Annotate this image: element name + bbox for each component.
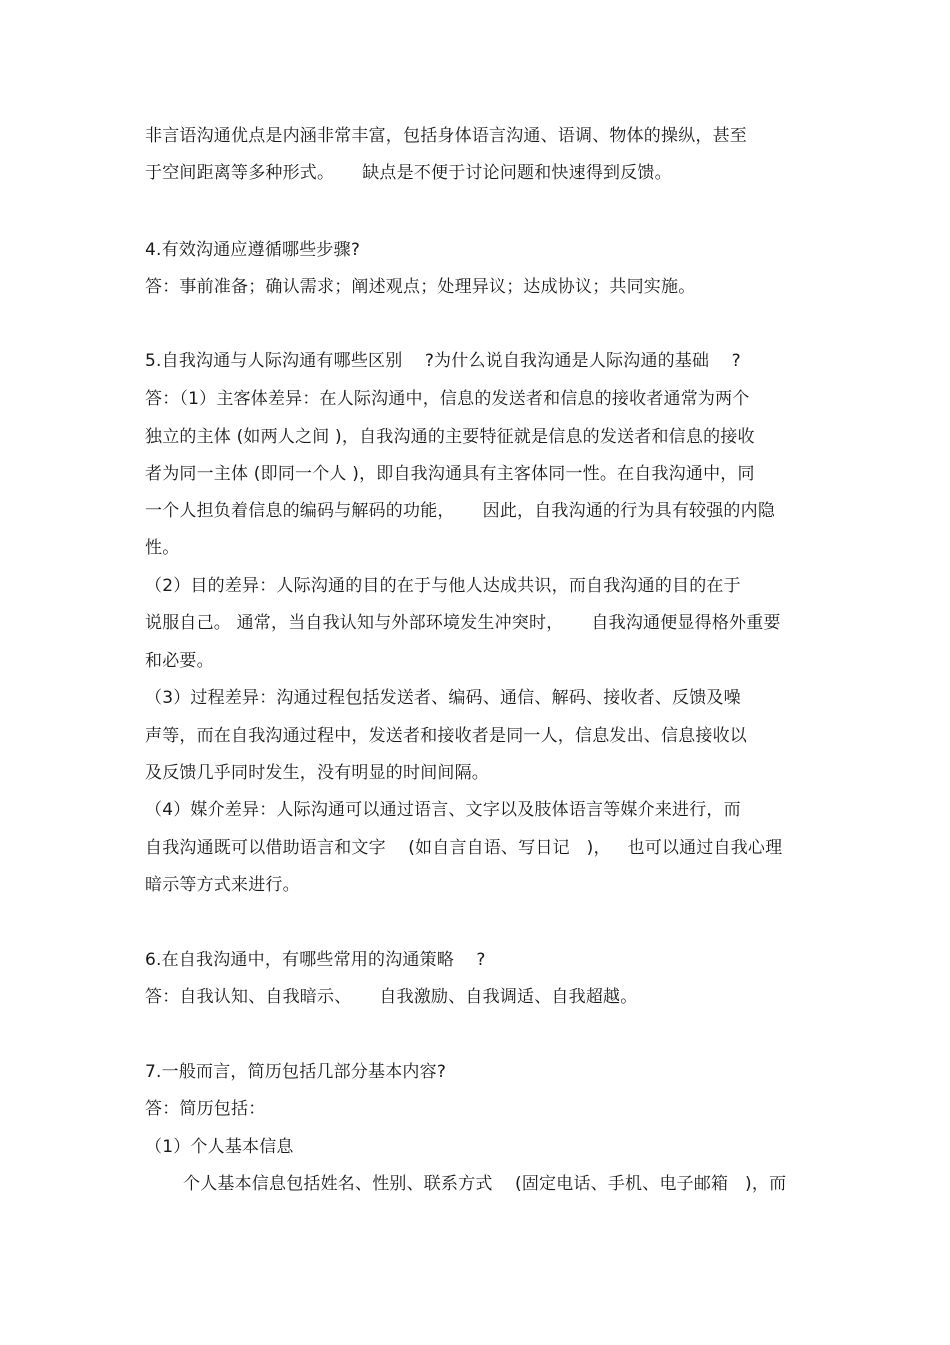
answer-line: 暗示等方式来进行。 <box>145 875 300 895</box>
answer-line: 自我沟通既可以借助语言和文字 (如自言自语、写日记 )， 也可以通过自我心理 <box>145 838 783 858</box>
answer-line: （1）个人基本信息 <box>145 1137 294 1157</box>
question-heading: 4.有效沟通应遵循哪些步骤? <box>145 240 361 260</box>
answer-line: 及反馈几乎同时发生，没有明显的时间间隔。 <box>145 763 489 783</box>
answer-line: 和必要。 <box>145 651 214 671</box>
question-heading: 7.一般而言，简历包括几部分基本内容? <box>145 1062 447 1082</box>
answer-line: 答：简历包括： <box>145 1099 266 1119</box>
answer-line: 性。 <box>145 538 180 558</box>
question-heading: 6.在自我沟通中，有哪些常用的沟通策略 ? <box>145 950 486 970</box>
answer-line: 答：（1）主客体差异：在人际沟通中，信息的发送者和信息的接收者通常为两个 <box>145 389 750 409</box>
answer-line: 说服自己。 通常，当自我认知与外部环境发生冲突时， 自我沟通便显得格外重要 <box>145 613 781 633</box>
question-heading: 5.自我沟通与人际沟通有哪些区别 ?为什么说自我沟通是人际沟通的基础 ? <box>145 351 741 371</box>
answer-line: 一个人担负着信息的编码与解码的功能， 因此，自我沟通的行为具有较强的内隐 <box>145 501 776 521</box>
answer-line: （2）目的差异：人际沟通的目的在于与他人达成共识，而自我沟通的目的在于 <box>145 576 741 596</box>
answer-line: （3）过程差异：沟通过程包括发送者、编码、通信、解码、接收者、反馈及噪 <box>145 688 741 708</box>
answer-line: 答：事前准备；确认需求；阐述观点；处理异议；达成协议；共同实施。 <box>145 277 696 297</box>
answer-line: 答：自我认知、自我暗示、 自我激励、自我调适、自我超越。 <box>145 987 638 1007</box>
paragraph-line: 非言语沟通优点是内涵非常丰富，包括身体语言沟通、语调、物体的操纵，甚至 <box>145 126 747 146</box>
answer-line: 个人基本信息包括姓名、性别、联系方式 (固定电话、手机、电子邮箱 )，而 <box>183 1174 787 1194</box>
paragraph-line: 于空间距离等多种形式。 缺点是不便于讨论问题和快速得到反馈。 <box>145 163 672 183</box>
answer-line: （4）媒介差异：人际沟通可以通过语言、文字以及肢体语言等媒介来进行，而 <box>145 800 741 820</box>
answer-line: 声等，而在自我沟通过程中，发送者和接收者是同一人，信息发出、信息接收以 <box>145 726 747 746</box>
answer-line: 者为同一主体 (即同一个人 )，即自我沟通具有主客体同一性。在自我沟通中，同 <box>145 464 755 484</box>
answer-line: 独立的主体 (如两人之间 )，自我沟通的主要特征就是信息的发送者和信息的接收 <box>145 427 755 447</box>
